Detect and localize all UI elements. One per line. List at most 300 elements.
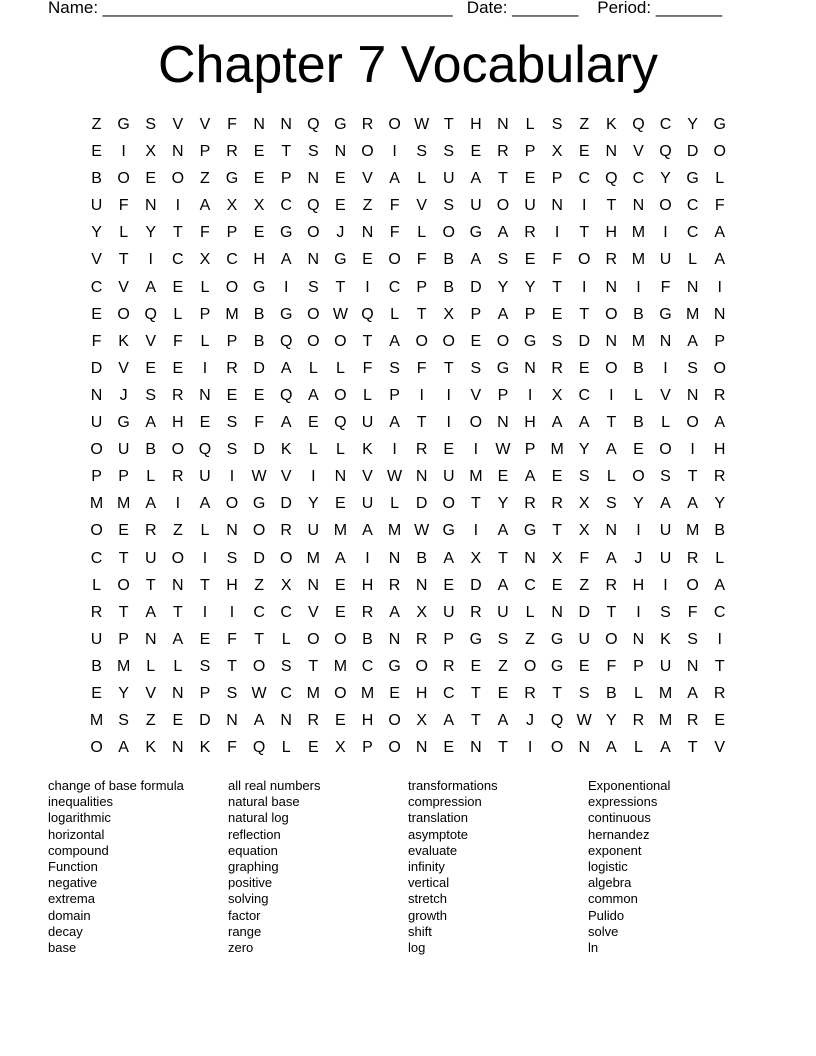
grid-letter[interactable]: E — [253, 386, 265, 404]
grid-letter[interactable]: B — [633, 414, 644, 432]
grid-letter[interactable]: O — [686, 414, 699, 432]
grid-letter[interactable]: G — [523, 522, 537, 540]
grid-letter[interactable]: O — [171, 441, 185, 459]
grid-letter[interactable]: V — [118, 278, 129, 296]
grid-letter[interactable]: F — [416, 359, 427, 377]
grid-letter[interactable]: N — [578, 739, 591, 757]
grid-letter[interactable]: Y — [633, 495, 644, 513]
grid-letter[interactable]: S — [226, 549, 238, 567]
grid-letter[interactable]: O — [578, 251, 591, 269]
grid-letter[interactable]: S — [226, 441, 238, 459]
grid-letter[interactable]: B — [253, 305, 265, 323]
grid-letter[interactable]: A — [687, 332, 698, 350]
grid-letter[interactable]: T — [362, 332, 373, 350]
grid-letter[interactable]: O — [415, 332, 428, 350]
grid-letter[interactable]: S — [145, 116, 157, 133]
grid-letter[interactable]: K — [199, 739, 211, 757]
grid-letter[interactable]: E — [633, 441, 644, 459]
grid-letter[interactable]: H — [361, 576, 374, 594]
grid-letter[interactable]: R — [497, 143, 509, 161]
grid-letter[interactable]: A — [389, 170, 400, 188]
grid-letter[interactable]: I — [690, 441, 695, 459]
grid-letter[interactable]: W — [251, 684, 267, 702]
grid-letter[interactable]: D — [253, 359, 265, 377]
grid-letter[interactable]: I — [365, 549, 370, 567]
grid-letter[interactable]: A — [714, 414, 726, 432]
grid-letter[interactable]: A — [605, 441, 617, 459]
grid-letter[interactable]: A — [660, 739, 671, 757]
grid-letter[interactable]: R — [470, 603, 482, 621]
grid-letter[interactable]: M — [225, 305, 239, 323]
grid-letter[interactable]: E — [335, 197, 346, 215]
grid-letter[interactable]: T — [552, 522, 563, 540]
grid-letter[interactable]: O — [605, 305, 618, 323]
grid-letter[interactable]: A — [443, 712, 455, 730]
grid-letter[interactable]: I — [527, 386, 533, 404]
grid-letter[interactable]: G — [279, 305, 293, 323]
grid-letter[interactable]: U — [659, 251, 672, 269]
grid-letter[interactable]: L — [281, 739, 291, 757]
grid-letter[interactable]: Z — [579, 576, 590, 594]
grid-letter[interactable]: O — [686, 576, 699, 594]
grid-letter[interactable]: B — [443, 278, 455, 296]
grid-letter[interactable]: Z — [145, 712, 156, 730]
grid-letter[interactable]: I — [175, 197, 181, 215]
grid-letter[interactable]: T — [118, 251, 129, 269]
grid-letter[interactable]: W — [251, 468, 267, 486]
grid-letter[interactable]: N — [226, 712, 238, 730]
grid-letter[interactable]: T — [606, 603, 617, 621]
grid-letter[interactable]: J — [634, 549, 643, 567]
grid-letter[interactable]: A — [687, 495, 698, 513]
grid-letter[interactable]: P — [524, 305, 536, 323]
grid-letter[interactable]: L — [661, 414, 670, 432]
grid-letter[interactable]: U — [361, 414, 374, 432]
grid-letter[interactable]: Q — [198, 441, 212, 459]
grid-letter[interactable]: U — [90, 197, 103, 215]
grid-letter[interactable]: C — [253, 603, 265, 621]
grid-letter[interactable]: G — [659, 305, 672, 323]
grid-letter[interactable]: K — [118, 332, 129, 350]
grid-letter[interactable]: R — [90, 603, 103, 621]
grid-letter[interactable]: A — [145, 603, 157, 621]
grid-letter[interactable]: I — [663, 576, 668, 594]
grid-letter[interactable]: A — [280, 414, 292, 432]
grid-letter[interactable]: B — [633, 359, 644, 377]
grid-letter[interactable]: L — [715, 549, 725, 567]
grid-letter[interactable]: C — [388, 278, 401, 296]
grid-letter[interactable]: A — [389, 603, 400, 621]
grid-letter[interactable]: I — [419, 386, 424, 404]
grid-letter[interactable]: T — [552, 684, 563, 702]
grid-letter[interactable]: F — [389, 197, 400, 215]
grid-letter[interactable]: N — [199, 386, 211, 404]
grid-letter[interactable]: E — [443, 441, 455, 459]
grid-letter[interactable]: E — [91, 684, 102, 702]
grid-letter[interactable]: R — [551, 359, 563, 377]
grid-letter[interactable]: Q — [279, 332, 293, 350]
grid-letter[interactable]: M — [333, 522, 348, 540]
grid-letter[interactable]: T — [687, 468, 698, 486]
grid-letter[interactable]: Q — [605, 170, 618, 188]
grid-letter[interactable]: P — [199, 684, 211, 702]
grid-letter[interactable]: K — [280, 441, 292, 459]
grid-letter[interactable]: A — [687, 684, 698, 702]
grid-letter[interactable]: T — [118, 549, 129, 567]
grid-letter[interactable]: I — [473, 441, 479, 459]
grid-letter[interactable]: T — [443, 116, 454, 133]
grid-letter[interactable]: C — [280, 603, 292, 621]
grid-letter[interactable]: A — [389, 414, 400, 432]
grid-letter[interactable]: L — [146, 657, 156, 675]
grid-letter[interactable]: T — [308, 657, 319, 675]
grid-letter[interactable]: F — [91, 332, 102, 350]
grid-letter[interactable]: Z — [498, 657, 508, 675]
grid-letter[interactable]: E — [524, 170, 536, 188]
grid-letter[interactable]: D — [199, 712, 211, 730]
grid-letter[interactable]: R — [524, 495, 536, 513]
grid-letter[interactable]: P — [389, 386, 400, 404]
grid-letter[interactable]: M — [116, 495, 131, 513]
grid-letter[interactable]: H — [415, 684, 428, 702]
grid-letter[interactable]: I — [473, 522, 479, 540]
grid-letter[interactable]: I — [609, 386, 614, 404]
grid-letter[interactable]: K — [145, 739, 157, 757]
grid-letter[interactable]: C — [659, 116, 672, 133]
grid-letter[interactable]: R — [632, 712, 645, 730]
grid-letter[interactable]: Z — [91, 116, 102, 133]
grid-letter[interactable]: O — [117, 170, 130, 188]
grid-letter[interactable]: H — [253, 251, 265, 269]
grid-letter[interactable]: X — [416, 603, 427, 621]
grid-letter[interactable]: R — [388, 576, 401, 594]
grid-letter[interactable]: R — [686, 549, 699, 567]
grid-letter[interactable]: V — [307, 603, 319, 621]
grid-letter[interactable]: P — [280, 170, 292, 188]
grid-letter[interactable]: L — [92, 576, 101, 594]
grid-letter[interactable]: I — [446, 414, 451, 432]
grid-letter[interactable]: Y — [497, 278, 509, 296]
grid-letter[interactable]: O — [388, 251, 401, 269]
grid-letter[interactable]: X — [335, 739, 346, 757]
grid-letter[interactable]: O — [659, 197, 672, 215]
grid-letter[interactable]: A — [307, 386, 319, 404]
grid-letter[interactable]: A — [443, 549, 455, 567]
grid-letter[interactable]: P — [443, 630, 455, 648]
grid-letter[interactable]: P — [470, 305, 482, 323]
grid-letter[interactable]: C — [90, 549, 103, 567]
grid-letter[interactable]: N — [605, 522, 618, 540]
grid-letter[interactable]: P — [633, 657, 644, 675]
grid-letter[interactable]: G — [523, 332, 537, 350]
grid-letter[interactable]: D — [470, 576, 482, 594]
grid-letter[interactable]: N — [497, 414, 509, 432]
grid-letter[interactable]: T — [470, 684, 481, 702]
date-blank[interactable]: _______ — [512, 0, 579, 17]
grid-letter[interactable]: F — [416, 251, 427, 269]
grid-letter[interactable]: F — [687, 603, 698, 621]
grid-letter[interactable]: Q — [334, 414, 347, 432]
grid-letter[interactable]: G — [713, 116, 726, 133]
grid-letter[interactable]: E — [199, 630, 211, 648]
grid-letter[interactable]: L — [308, 441, 318, 459]
grid-letter[interactable]: M — [116, 657, 131, 675]
grid-letter[interactable]: A — [145, 278, 157, 296]
grid-letter[interactable]: T — [172, 224, 183, 242]
grid-letter[interactable]: C — [280, 684, 292, 702]
grid-letter[interactable]: A — [199, 495, 211, 513]
grid-letter[interactable]: S — [307, 278, 319, 296]
grid-letter[interactable]: D — [280, 495, 292, 513]
grid-letter[interactable]: P — [362, 739, 373, 757]
grid-letter[interactable]: N — [605, 278, 618, 296]
grid-letter[interactable]: C — [713, 603, 726, 621]
grid-letter[interactable]: I — [636, 278, 641, 296]
grid-letter[interactable]: G — [469, 630, 483, 648]
grid-letter[interactable]: A — [605, 739, 617, 757]
grid-letter[interactable]: V — [199, 116, 211, 133]
grid-letter[interactable]: U — [578, 630, 591, 648]
grid-letter[interactable]: I — [554, 224, 560, 242]
grid-letter[interactable]: L — [335, 359, 345, 377]
grid-letter[interactable]: U — [307, 522, 320, 540]
grid-letter[interactable]: T — [145, 576, 156, 594]
grid-letter[interactable]: G — [686, 170, 699, 188]
grid-letter[interactable]: V — [470, 386, 482, 404]
grid-letter[interactable]: L — [390, 495, 400, 513]
grid-letter[interactable]: G — [469, 224, 483, 242]
grid-letter[interactable]: T — [254, 630, 264, 648]
grid-letter[interactable]: M — [631, 332, 646, 350]
grid-letter[interactable]: E — [335, 603, 346, 621]
grid-letter[interactable]: X — [253, 197, 265, 215]
grid-letter[interactable]: C — [361, 657, 374, 675]
grid-letter[interactable]: O — [442, 332, 455, 350]
grid-letter[interactable]: A — [551, 414, 563, 432]
grid-letter[interactable]: S — [551, 116, 563, 133]
grid-letter[interactable]: I — [717, 630, 722, 648]
grid-letter[interactable]: F — [172, 332, 183, 350]
grid-letter[interactable]: Q — [659, 143, 672, 161]
grid-letter[interactable]: V — [416, 197, 427, 215]
grid-letter[interactable]: E — [335, 712, 346, 730]
grid-letter[interactable]: O — [171, 549, 185, 567]
grid-letter[interactable]: O — [361, 143, 374, 161]
grid-letter[interactable]: Y — [605, 712, 617, 730]
grid-letter[interactable]: C — [632, 170, 645, 188]
grid-letter[interactable]: S — [443, 143, 455, 161]
grid-letter[interactable]: Q — [307, 197, 320, 215]
grid-letter[interactable]: O — [90, 441, 103, 459]
grid-letter[interactable]: O — [388, 116, 401, 133]
grid-letter[interactable]: O — [605, 359, 618, 377]
grid-letter[interactable]: K — [362, 441, 373, 459]
grid-letter[interactable]: U — [442, 603, 455, 621]
grid-letter[interactable]: Q — [144, 305, 157, 323]
grid-letter[interactable]: N — [144, 197, 157, 215]
grid-letter[interactable]: T — [281, 143, 292, 161]
grid-letter[interactable]: J — [119, 386, 128, 404]
grid-letter[interactable]: I — [636, 603, 641, 621]
grid-letter[interactable]: Y — [714, 495, 726, 513]
grid-letter[interactable]: E — [578, 657, 590, 675]
grid-letter[interactable]: F — [254, 414, 264, 432]
grid-letter[interactable]: M — [360, 684, 375, 702]
grid-letter[interactable]: I — [202, 603, 208, 621]
grid-letter[interactable]: A — [470, 251, 482, 269]
grid-letter[interactable]: L — [173, 657, 183, 675]
grid-letter[interactable]: X — [199, 251, 211, 269]
grid-letter[interactable]: E — [578, 143, 590, 161]
grid-letter[interactable]: H — [226, 576, 238, 594]
grid-letter[interactable]: P — [226, 224, 238, 242]
grid-letter[interactable]: A — [660, 495, 671, 513]
grid-letter[interactable]: D — [253, 441, 265, 459]
grid-letter[interactable]: O — [523, 657, 537, 675]
grid-letter[interactable]: E — [172, 278, 184, 296]
grid-letter[interactable]: F — [660, 278, 671, 296]
grid-letter[interactable]: B — [91, 170, 102, 188]
grid-letter[interactable]: E — [551, 576, 563, 594]
grid-letter[interactable]: X — [280, 576, 292, 594]
grid-letter[interactable]: R — [713, 468, 726, 486]
grid-letter[interactable]: I — [392, 441, 397, 459]
grid-letter[interactable]: G — [117, 116, 130, 133]
grid-letter[interactable]: E — [145, 170, 157, 188]
grid-letter[interactable]: A — [253, 712, 265, 730]
grid-letter[interactable]: P — [524, 143, 536, 161]
grid-letter[interactable]: N — [713, 305, 726, 323]
grid-letter[interactable]: Z — [579, 116, 590, 133]
grid-letter[interactable]: Y — [145, 224, 157, 242]
grid-letter[interactable]: E — [172, 712, 184, 730]
grid-letter[interactable]: L — [525, 116, 535, 133]
grid-letter[interactable]: Q — [252, 739, 266, 757]
grid-letter[interactable]: V — [145, 332, 157, 350]
grid-letter[interactable]: A — [389, 332, 400, 350]
grid-letter[interactable]: I — [148, 251, 153, 269]
grid-letter[interactable]: O — [225, 495, 239, 513]
grid-letter[interactable]: T — [498, 170, 508, 188]
grid-letter[interactable]: L — [363, 386, 372, 404]
grid-letter[interactable]: S — [497, 251, 509, 269]
grid-letter[interactable]: C — [226, 251, 238, 269]
grid-letter[interactable]: C — [686, 197, 699, 215]
grid-letter[interactable]: O — [632, 468, 645, 486]
grid-letter[interactable]: U — [659, 657, 672, 675]
grid-letter[interactable]: X — [551, 143, 563, 161]
grid-letter[interactable]: N — [172, 684, 184, 702]
grid-letter[interactable]: L — [200, 332, 210, 350]
grid-letter[interactable]: R — [551, 495, 563, 513]
grid-letter[interactable]: R — [686, 712, 699, 730]
grid-letter[interactable]: G — [550, 630, 564, 648]
grid-letter[interactable]: T — [470, 712, 481, 730]
grid-letter[interactable]: S — [389, 359, 400, 377]
grid-letter[interactable]: A — [470, 170, 482, 188]
grid-letter[interactable]: T — [227, 657, 237, 675]
grid-letter[interactable]: Y — [660, 170, 671, 188]
grid-letter[interactable]: M — [89, 495, 104, 513]
grid-letter[interactable]: Q — [632, 116, 645, 133]
grid-letter[interactable]: L — [173, 305, 183, 323]
grid-letter[interactable]: A — [118, 739, 129, 757]
grid-letter[interactable]: N — [388, 549, 401, 567]
grid-letter[interactable]: L — [688, 251, 698, 269]
grid-letter[interactable]: T — [498, 549, 508, 567]
grid-letter[interactable]: B — [91, 657, 102, 675]
grid-letter[interactable]: B — [145, 441, 157, 459]
grid-letter[interactable]: R — [144, 522, 157, 540]
grid-letter[interactable]: D — [415, 495, 428, 513]
grid-letter[interactable]: O — [388, 739, 401, 757]
grid-letter[interactable]: T — [443, 359, 454, 377]
grid-letter[interactable]: A — [172, 630, 184, 648]
grid-letter[interactable]: X — [551, 549, 563, 567]
grid-letter[interactable]: E — [335, 495, 346, 513]
grid-letter[interactable]: T — [552, 278, 563, 296]
grid-letter[interactable]: E — [253, 170, 265, 188]
grid-letter[interactable]: H — [632, 576, 645, 594]
grid-letter[interactable]: A — [714, 251, 726, 269]
grid-letter[interactable]: S — [687, 359, 698, 377]
grid-letter[interactable]: E — [389, 684, 400, 702]
grid-letter[interactable]: U — [144, 549, 157, 567]
grid-letter[interactable]: A — [524, 468, 536, 486]
grid-letter[interactable]: O — [659, 441, 672, 459]
grid-letter[interactable]: Y — [307, 495, 319, 513]
grid-letter[interactable]: O — [307, 224, 320, 242]
grid-letter[interactable]: S — [226, 684, 238, 702]
grid-letter[interactable]: I — [527, 739, 533, 757]
grid-letter[interactable]: U — [442, 468, 455, 486]
grid-letter[interactable]: R — [713, 684, 726, 702]
grid-letter[interactable]: O — [415, 657, 428, 675]
grid-letter[interactable]: P — [551, 170, 563, 188]
grid-letter[interactable]: S — [660, 468, 671, 486]
grid-letter[interactable]: U — [470, 197, 482, 215]
grid-letter[interactable]: P — [714, 332, 726, 350]
grid-letter[interactable]: O — [225, 278, 239, 296]
grid-letter[interactable]: O — [334, 630, 347, 648]
grid-letter[interactable]: V — [660, 386, 671, 404]
grid-letter[interactable]: I — [717, 278, 722, 296]
grid-letter[interactable]: G — [252, 278, 266, 296]
grid-letter[interactable]: N — [172, 143, 184, 161]
grid-letter[interactable]: L — [146, 468, 156, 486]
grid-letter[interactable]: R — [226, 359, 238, 377]
grid-letter[interactable]: L — [633, 739, 643, 757]
grid-letter[interactable]: E — [551, 305, 563, 323]
grid-letter[interactable]: C — [442, 684, 455, 702]
grid-letter[interactable]: E — [145, 359, 157, 377]
grid-letter[interactable]: F — [606, 657, 617, 675]
grid-letter[interactable]: T — [579, 224, 590, 242]
grid-letter[interactable]: W — [414, 116, 430, 133]
grid-letter[interactable]: V — [362, 468, 373, 486]
grid-letter[interactable]: T — [606, 414, 617, 432]
grid-letter[interactable]: E — [524, 251, 536, 269]
grid-letter[interactable]: O — [334, 332, 347, 350]
grid-letter[interactable]: I — [311, 468, 316, 486]
grid-letter[interactable]: T — [498, 739, 508, 757]
grid-letter[interactable]: R — [524, 224, 536, 242]
grid-letter[interactable]: L — [417, 224, 427, 242]
grid-letter[interactable]: G — [334, 116, 347, 133]
grid-letter[interactable]: F — [200, 224, 210, 242]
grid-letter[interactable]: E — [307, 414, 319, 432]
grid-letter[interactable]: Z — [254, 576, 264, 594]
